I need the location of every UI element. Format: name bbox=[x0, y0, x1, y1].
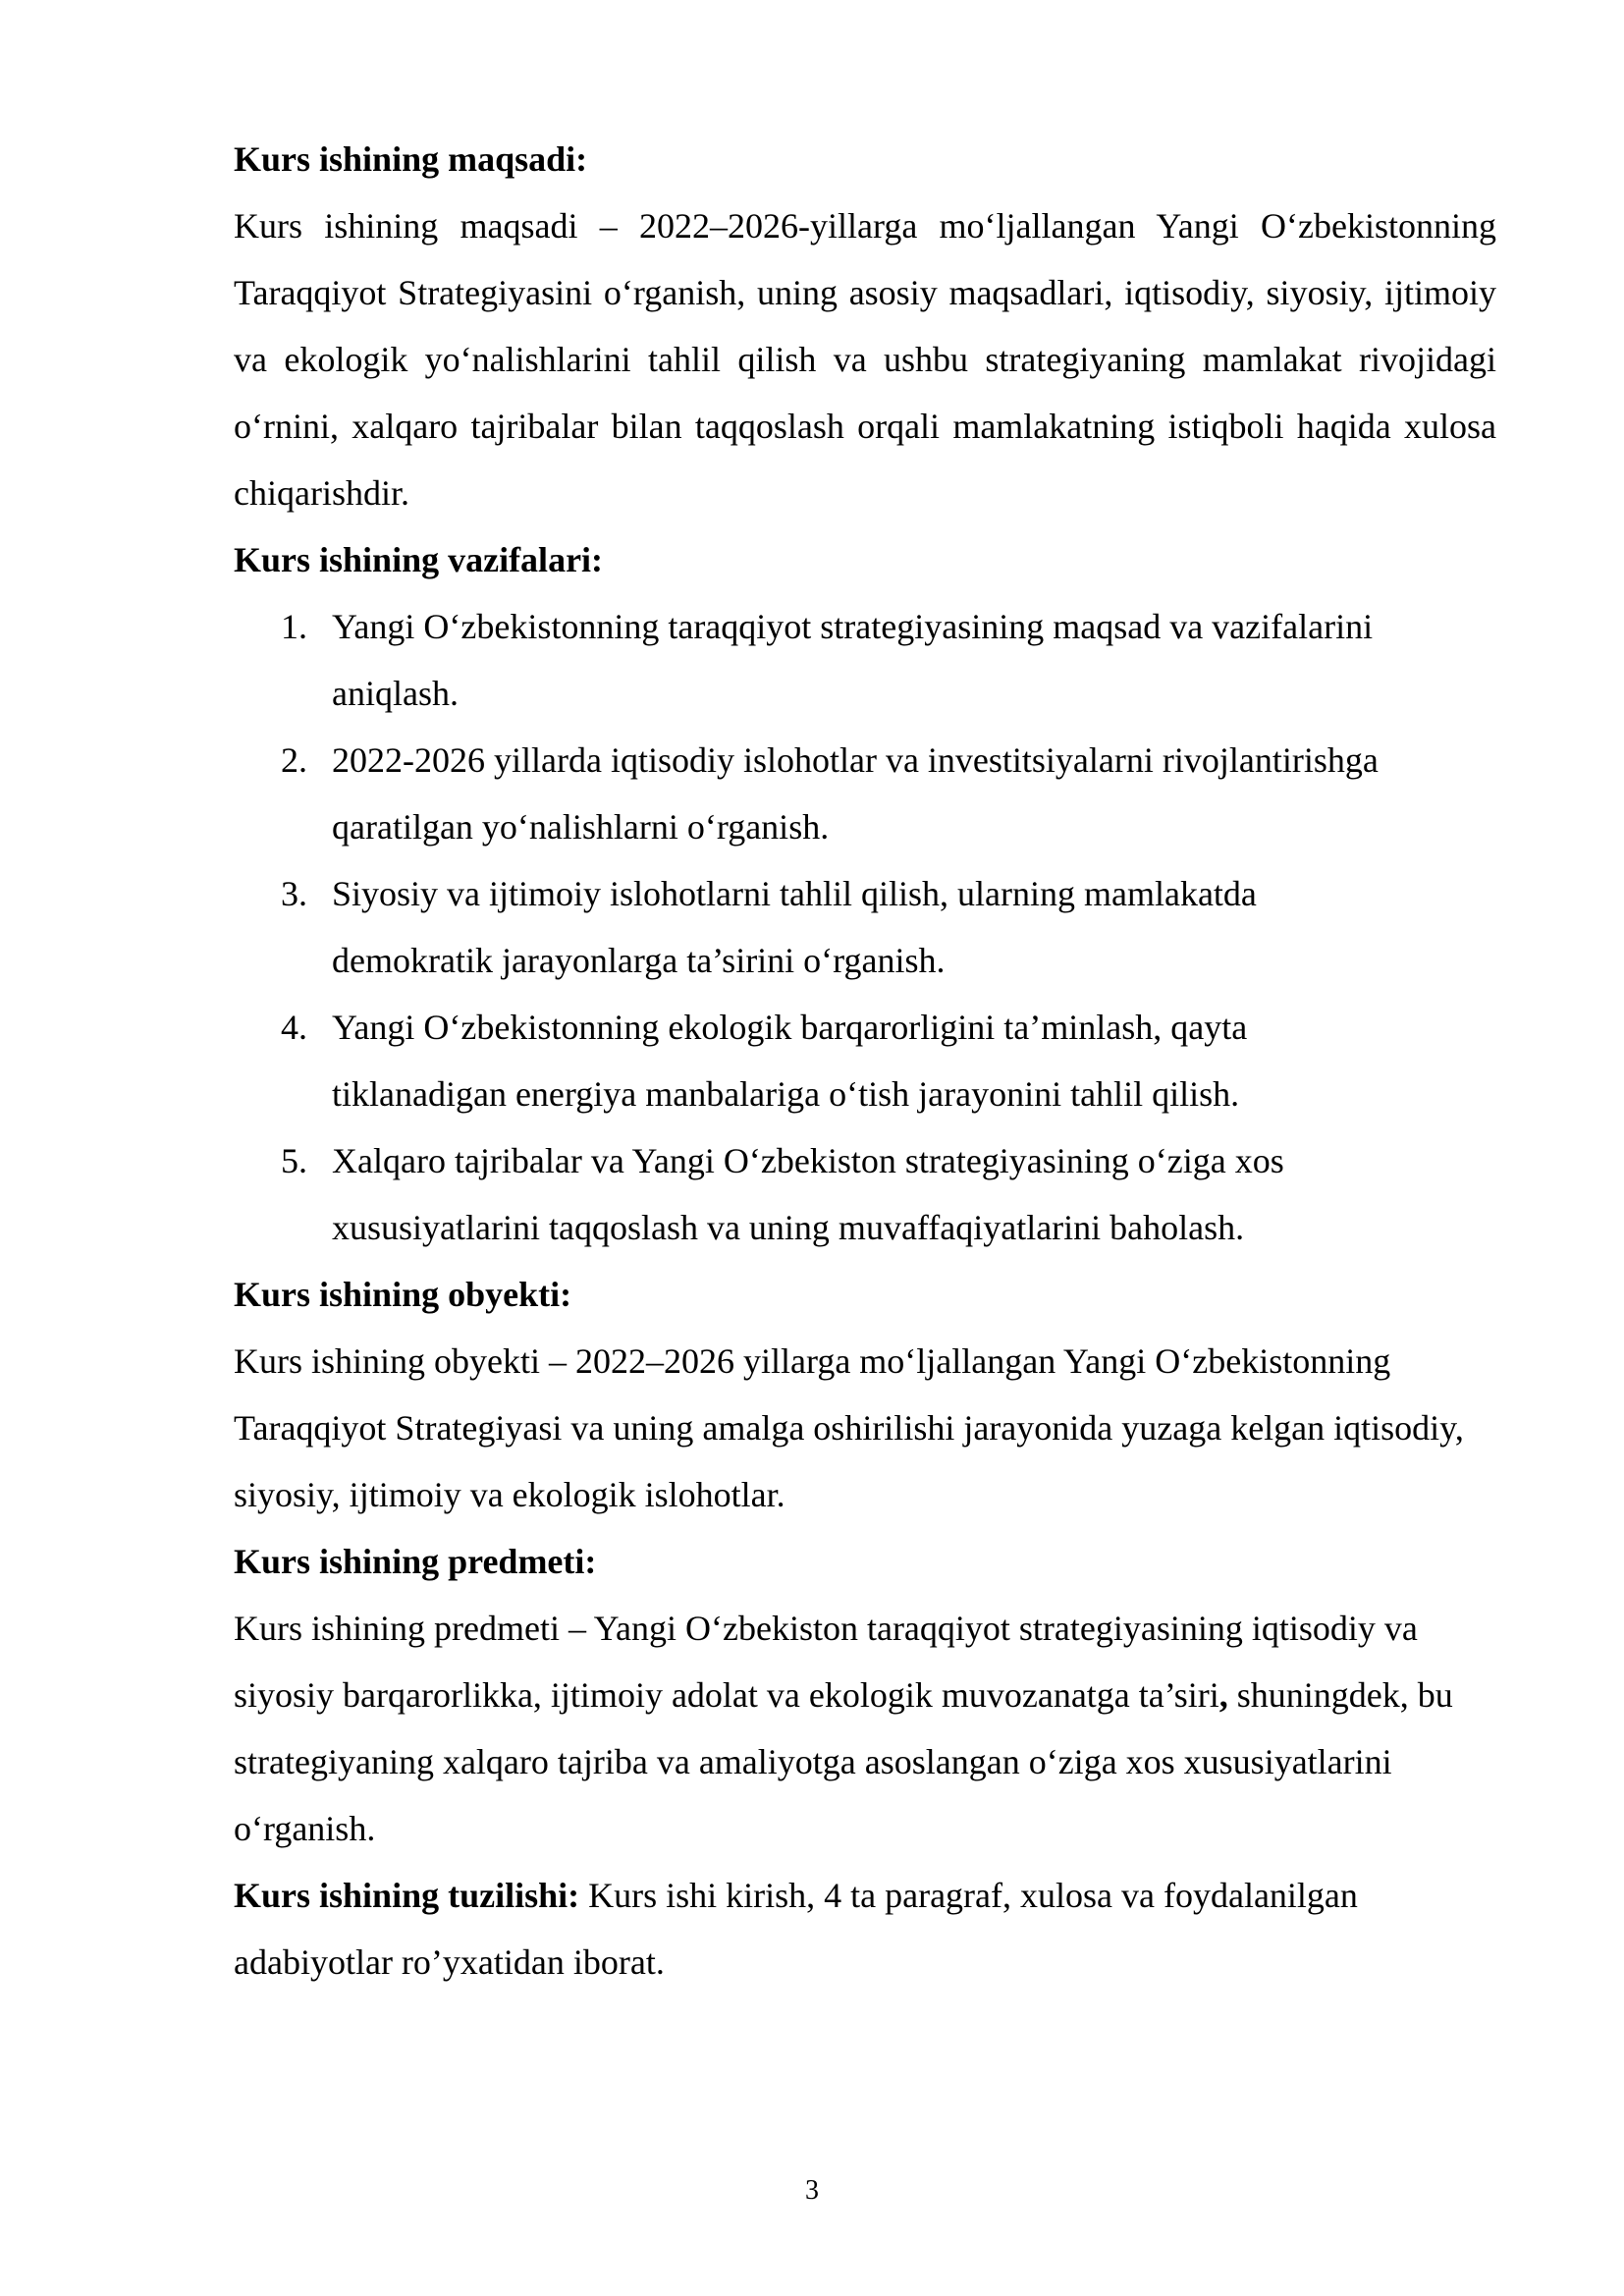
list-item-text: Xalqaro tajribalar va Yangi O‘zbekiston strategiyasining o‘ziga xos xususiyatlarini taqqoslash va uning muvaffaqiyatlarini baholash. bbox=[332, 1141, 1284, 1247]
list-item bbox=[234, 994, 1422, 1127]
list-item bbox=[234, 1127, 1422, 1261]
list-item-number: 2. bbox=[281, 740, 307, 780]
list-item-text: Yangi O‘zbekistonning taraqqiyot strategiyasining maqsad va vazifalarini aniqlash. bbox=[332, 607, 1374, 713]
object-heading: Kurs ishining obyekti: bbox=[234, 1275, 572, 1314]
tasks-heading: Kurs ishining vazifalari: bbox=[234, 540, 604, 579]
list-item bbox=[234, 727, 1422, 860]
subject-text-part1: Kurs ishining predmeti – Yangi O‘zbekiston taraqqiyot strategiyasining iqtisodiy va siyosiy barqarorlikka, ijtimoiy adolat va ekologik muvozanatga ta’siri bbox=[234, 1609, 1418, 1715]
subject-paragraph bbox=[234, 1595, 1496, 1862]
list-item-text: Siyosiy va ijtimoiy islohotlarni tahlil qilish, ularning mamlakatda demokratik jarayonlarga ta’sirini o‘rganish. bbox=[332, 874, 1257, 980]
list-item-number: 3. bbox=[281, 874, 307, 913]
page-number: 3 bbox=[805, 2175, 819, 2206]
document-page bbox=[234, 126, 1496, 1995]
object-paragraph: Kurs ishining obyekti – 2022–2026 yillarga mo‘ljallangan Yangi O‘zbekistonning Taraqqiyot Strategiyasi va uning amalga oshirilishi jarayonida yuzaga kelgan iqtisodiy, siyosiy, ijtimoiy va ekologik islohotlar. bbox=[234, 1341, 1464, 1514]
list-item-number: 5. bbox=[281, 1141, 307, 1180]
goal-paragraph: Kurs ishining maqsadi – 2022–2026-yillarga mo‘ljallangan Yangi O‘zbekistonning Taraqqiyot Strategiyasini o‘rganish, uning asosiy maqsadlari, iqtisodiy, siyosiy, ijtimoiy va ekologik yo‘nalishlarini tahlil qilish va ushbu strategiyaning mamlakat rivojidagi o‘rnini, xalqaro tajribalar bilan taqqoslash orqali mamlakatning istiqboli haqida xulosa chiqarishdir. bbox=[234, 206, 1496, 513]
structure-paragraph bbox=[234, 1862, 1496, 1995]
list-item-text: Yangi O‘zbekistonning ekologik barqarorligini ta’minlash, qayta tiklanadigan energiya manbalariga o‘tish jarayonini tahlil qilish. bbox=[332, 1008, 1248, 1114]
structure-heading: Kurs ishining tuzilishi: bbox=[234, 1876, 580, 1915]
list-item-number: 1. bbox=[281, 607, 307, 646]
tasks-list bbox=[234, 593, 1496, 1261]
goal-heading: Kurs ishining maqsadi: bbox=[234, 139, 588, 179]
subject-text-part2: shuningdek, bu strategiyaning xalqaro tajriba va amaliyotga asoslangan o‘ziga xos xususiyatlarini o‘rganish. bbox=[234, 1675, 1453, 1848]
list-item-text: 2022-2026 yillarda iqtisodiy islohotlar va investitsiyalarni rivojlantirishga qaratilgan yo‘nalishlarni o‘rganish. bbox=[332, 740, 1379, 847]
list-item bbox=[234, 860, 1422, 994]
subject-heading: Kurs ishining predmeti: bbox=[234, 1542, 597, 1581]
subject-bold-comma: , bbox=[1218, 1675, 1228, 1715]
list-item-number: 4. bbox=[281, 1008, 307, 1047]
structure-text: Kurs ishi kirish, 4 ta paragraf, xulosa va foydalanilgan adabiyotlar ro’yxatidan iborat. bbox=[234, 1876, 1358, 1982]
list-item bbox=[234, 593, 1422, 727]
